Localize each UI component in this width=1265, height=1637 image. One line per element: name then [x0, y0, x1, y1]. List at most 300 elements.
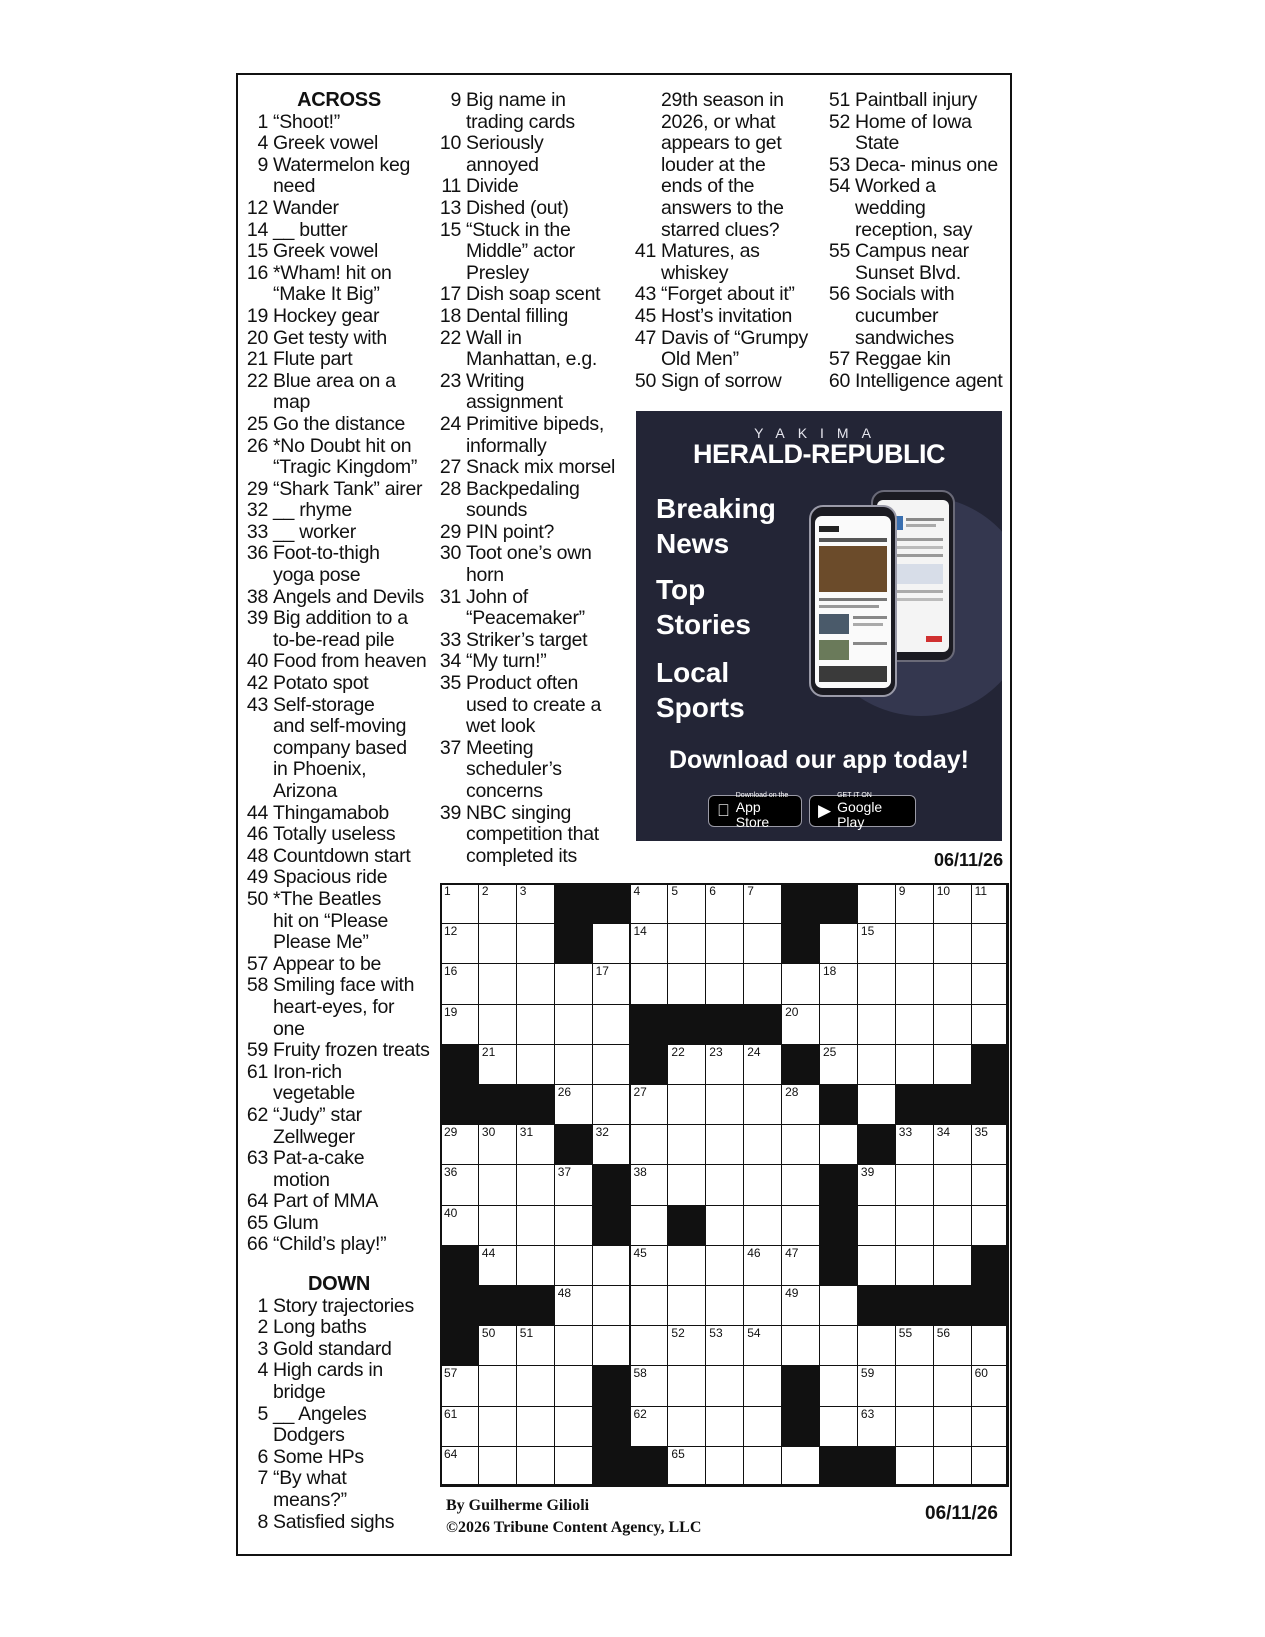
- grid-cell[interactable]: [630, 1164, 669, 1205]
- cell-number: 15: [860, 924, 875, 939]
- clue-continuation: 29th season in 2026, or what appears to get louder at the ends of the answers to the starred clues?: [661, 89, 784, 241]
- grid-block: [933, 1084, 972, 1125]
- ad-brand-logo: HERALD-REPUBLIC: [693, 439, 945, 469]
- grid-cell[interactable]: [895, 1365, 934, 1406]
- grid-cell[interactable]: [516, 1205, 555, 1246]
- grid-cell[interactable]: [857, 1365, 896, 1406]
- grid-block: [440, 1285, 479, 1326]
- grid-cell[interactable]: [592, 1124, 631, 1165]
- grid-cell[interactable]: [667, 1164, 706, 1205]
- grid-cell[interactable]: [478, 1325, 517, 1366]
- grid-cell[interactable]: [554, 1285, 593, 1326]
- grid-cell[interactable]: [440, 1406, 479, 1447]
- grid-cell[interactable]: [705, 883, 744, 924]
- grid-block: [971, 1245, 1010, 1286]
- grid-cell[interactable]: [971, 883, 1010, 924]
- grid-cell[interactable]: [630, 1084, 669, 1125]
- clue-text: Get testy with: [273, 326, 387, 349]
- grid-cell[interactable]: [516, 1004, 555, 1045]
- grid-cell[interactable]: [933, 883, 972, 924]
- cell-number: 2: [481, 884, 489, 898]
- grid-cell[interactable]: [554, 1164, 593, 1205]
- grid-cell[interactable]: [971, 1446, 1010, 1487]
- clue-number: 66: [246, 1233, 268, 1256]
- grid-cell[interactable]: [819, 963, 858, 1004]
- grid-cell[interactable]: [933, 1406, 972, 1447]
- grid-cell[interactable]: [667, 1245, 706, 1286]
- grid-block: [516, 1084, 555, 1125]
- grid-cell[interactable]: [857, 923, 896, 964]
- grid-cell[interactable]: [781, 963, 820, 1004]
- clue-number: 49: [246, 866, 268, 889]
- clue-text: __ rhyme: [273, 499, 352, 522]
- clue-text: Wander: [273, 196, 339, 219]
- grid-cell[interactable]: [781, 1124, 820, 1165]
- grid-cell[interactable]: [667, 1446, 706, 1487]
- grid-cell[interactable]: [592, 923, 631, 964]
- grid-cell[interactable]: [933, 1325, 972, 1366]
- grid-cell[interactable]: [478, 883, 517, 924]
- grid-cell[interactable]: [933, 963, 972, 1004]
- grid-cell[interactable]: [440, 923, 479, 964]
- clue-number: 48: [246, 844, 268, 867]
- clue-number: 11: [441, 175, 461, 198]
- clue-text: Totally useless: [273, 823, 396, 846]
- grid-cell[interactable]: [667, 1325, 706, 1366]
- grid-cell[interactable]: [781, 1084, 820, 1125]
- clue-column-2: [437, 90, 627, 867]
- grid-cell[interactable]: [781, 1285, 820, 1326]
- clue-number: 45: [634, 304, 656, 327]
- clue-number: 7: [257, 1467, 268, 1490]
- clue-text: Big name in trading cards: [466, 89, 575, 133]
- grid-cell[interactable]: [705, 1084, 744, 1125]
- clue-text: John of “Peacemaker”: [466, 585, 585, 630]
- grid-cell[interactable]: [895, 1205, 934, 1246]
- grid-cell[interactable]: [895, 1325, 934, 1366]
- grid-cell[interactable]: [516, 1446, 555, 1487]
- grid-cell[interactable]: [857, 1325, 896, 1366]
- google-play-label: Google Play: [837, 799, 883, 830]
- apple-icon: [717, 801, 730, 821]
- grid-cell[interactable]: [743, 963, 782, 1004]
- clue-text: Snack mix morsel: [466, 456, 616, 479]
- grid-cell[interactable]: [743, 1205, 782, 1246]
- grid-cell[interactable]: [743, 1044, 782, 1085]
- ad-brand-city: YAKIMA: [754, 425, 884, 441]
- clue-text: Hockey gear: [273, 304, 380, 327]
- google-play-small-label: GET IT ON: [837, 792, 872, 799]
- grid-cell[interactable]: [630, 1245, 669, 1286]
- clue-number: 1: [257, 1294, 268, 1317]
- grid-cell[interactable]: [819, 1325, 858, 1366]
- clue-number: 4: [257, 132, 268, 155]
- grid-cell[interactable]: [895, 1004, 934, 1045]
- grid-block: [478, 1285, 517, 1326]
- grid-cell[interactable]: [743, 1365, 782, 1406]
- clue-item: [246, 263, 432, 306]
- grid-cell[interactable]: [743, 923, 782, 964]
- grid-cell[interactable]: [440, 883, 479, 924]
- grid-cell[interactable]: [667, 923, 706, 964]
- clue-item: [246, 846, 432, 868]
- grid-cell[interactable]: [630, 923, 669, 964]
- grid-cell[interactable]: [516, 1245, 555, 1286]
- grid-cell[interactable]: [516, 1325, 555, 1366]
- clue-number: 54: [828, 175, 850, 198]
- grid-cell[interactable]: [743, 1285, 782, 1326]
- grid-cell[interactable]: [971, 923, 1010, 964]
- grid-cell[interactable]: [743, 1164, 782, 1205]
- grid-cell[interactable]: [933, 923, 972, 964]
- clue-text: Long baths: [273, 1316, 367, 1339]
- grid-cell[interactable]: [895, 1164, 934, 1205]
- cell-number: 32: [595, 1125, 609, 1140]
- grid-cell[interactable]: [516, 1365, 555, 1406]
- grid-cell[interactable]: [933, 1124, 972, 1165]
- grid-cell[interactable]: [478, 1406, 517, 1447]
- clue-text: Smiling face with heart-eyes, for one: [273, 974, 415, 1040]
- clue-item: [437, 803, 627, 868]
- cell-number: 12: [444, 924, 458, 939]
- clue-item: [826, 176, 1012, 241]
- grid-cell[interactable]: [440, 1365, 479, 1406]
- grid-cell[interactable]: [516, 1164, 555, 1205]
- grid-cell[interactable]: [781, 1245, 820, 1286]
- grid-cell[interactable]: [630, 1285, 669, 1326]
- grid-cell[interactable]: [781, 1164, 820, 1205]
- grid-cell[interactable]: [630, 1205, 669, 1246]
- grid-cell[interactable]: [819, 923, 858, 964]
- grid-cell[interactable]: [592, 1004, 631, 1045]
- grid-cell[interactable]: [554, 963, 593, 1004]
- grid-cell[interactable]: [705, 1285, 744, 1326]
- grid-cell[interactable]: [895, 923, 934, 964]
- grid-cell[interactable]: [667, 1084, 706, 1125]
- cell-number: 44: [481, 1245, 496, 1260]
- clue-text: Product often used to create a wet look: [466, 672, 602, 738]
- clue-item: [437, 414, 627, 457]
- grid-cell[interactable]: [895, 883, 934, 924]
- grid-cell[interactable]: [857, 1164, 896, 1205]
- grid-cell[interactable]: [819, 1124, 858, 1165]
- grid-cell[interactable]: [630, 1325, 669, 1366]
- clue-number: 32: [246, 499, 268, 522]
- grid-cell[interactable]: [554, 1084, 593, 1125]
- grid-cell[interactable]: [478, 1365, 517, 1406]
- grid-block: [819, 1164, 858, 1205]
- grid-cell[interactable]: [857, 1044, 896, 1085]
- clue-item: [437, 630, 627, 652]
- grid-cell[interactable]: [705, 1044, 744, 1085]
- cell-number: 60: [974, 1366, 988, 1381]
- grid-cell[interactable]: [971, 1164, 1010, 1205]
- grid-cell[interactable]: [667, 963, 706, 1004]
- grid-block: [781, 1044, 820, 1085]
- clue-text: Dish soap scent: [466, 283, 601, 306]
- grid-cell[interactable]: [705, 1124, 744, 1165]
- grid-cell[interactable]: [895, 1245, 934, 1286]
- grid-cell[interactable]: [933, 1044, 972, 1085]
- clue-item: [437, 522, 627, 544]
- grid-cell[interactable]: [857, 1205, 896, 1246]
- clue-number: 51: [828, 89, 850, 111]
- grid-cell[interactable]: [478, 963, 517, 1004]
- grid-cell[interactable]: [667, 1124, 706, 1165]
- clue-text: Gold standard: [273, 1337, 392, 1360]
- grid-cell[interactable]: [895, 963, 934, 1004]
- grid-cell[interactable]: [516, 883, 555, 924]
- clue-number: 10: [439, 132, 461, 155]
- grid-cell[interactable]: [630, 1406, 669, 1447]
- grid-cell[interactable]: [819, 1044, 858, 1085]
- grid-block: [440, 1084, 479, 1125]
- cell-number: 27: [633, 1085, 647, 1099]
- clue-text: Campus near Sunset Blvd.: [855, 240, 969, 284]
- clue-item: [437, 176, 627, 198]
- grid-cell[interactable]: [933, 1205, 972, 1246]
- grid-cell[interactable]: [667, 1044, 706, 1085]
- clue-text: Backpedaling sounds: [466, 477, 580, 522]
- clue-item: [437, 220, 627, 285]
- clue-number: 12: [246, 196, 268, 219]
- grid-cell[interactable]: [478, 1205, 517, 1246]
- grid-cell[interactable]: [554, 1245, 593, 1286]
- clue-item: [437, 479, 627, 522]
- clue-text: Reggae kin: [855, 348, 951, 371]
- clue-number: 3: [257, 1337, 268, 1360]
- grid-cell[interactable]: [592, 1044, 631, 1085]
- grid-cell[interactable]: [440, 1205, 479, 1246]
- grid-cell[interactable]: [554, 1446, 593, 1487]
- grid-cell[interactable]: [819, 1285, 858, 1326]
- grid-cell[interactable]: [630, 883, 669, 924]
- grid-cell[interactable]: [478, 1245, 517, 1286]
- clue-number: 60: [828, 369, 850, 392]
- grid-block: [819, 1245, 858, 1286]
- grid-cell[interactable]: [781, 1446, 820, 1487]
- grid-block: [630, 1446, 669, 1487]
- grid-cell[interactable]: [705, 1365, 744, 1406]
- grid-cell[interactable]: [781, 1205, 820, 1246]
- clue-number: 21: [246, 348, 268, 371]
- grid-cell[interactable]: [971, 1406, 1010, 1447]
- grid-cell[interactable]: [971, 1365, 1010, 1406]
- grid-cell[interactable]: [478, 1044, 517, 1085]
- grid-cell[interactable]: [743, 883, 782, 924]
- grid-cell[interactable]: [592, 1285, 631, 1326]
- clue-number: 13: [439, 196, 461, 219]
- clue-item: [437, 306, 627, 328]
- grid-cell[interactable]: [667, 1406, 706, 1447]
- grid-block: [592, 1446, 631, 1487]
- grid-cell[interactable]: [895, 1406, 934, 1447]
- grid-cell[interactable]: [933, 1004, 972, 1045]
- cell-number: 61: [444, 1406, 458, 1421]
- grid-cell[interactable]: [630, 963, 669, 1004]
- grid-cell[interactable]: [516, 1044, 555, 1085]
- grid-cell[interactable]: [895, 1446, 934, 1487]
- grid-cell[interactable]: [705, 1205, 744, 1246]
- grid-cell[interactable]: [971, 1325, 1010, 1366]
- grid-cell[interactable]: [933, 1365, 972, 1406]
- grid-cell[interactable]: [592, 1325, 631, 1366]
- clue-number: 58: [246, 974, 268, 997]
- clue-number: 14: [246, 218, 268, 241]
- grid-cell[interactable]: [592, 963, 631, 1004]
- app-store-button[interactable]: [708, 795, 802, 827]
- google-play-button[interactable]: [809, 792, 916, 830]
- grid-cell[interactable]: [554, 1365, 593, 1406]
- clue-text: Appear to be: [273, 952, 382, 975]
- grid-cell[interactable]: [440, 1004, 479, 1045]
- clue-number: 15: [246, 240, 268, 263]
- clue-item: [246, 306, 432, 328]
- grid-cell[interactable]: [554, 1004, 593, 1045]
- cell-number: 35: [974, 1125, 988, 1140]
- grid-cell[interactable]: [933, 1164, 972, 1205]
- clue-text: Matures, as whiskey: [661, 240, 760, 284]
- grid-cell[interactable]: [592, 1084, 631, 1125]
- clue-text: Satisfied sighs: [273, 1510, 395, 1533]
- across-clue-list: [246, 112, 432, 1256]
- grid-cell[interactable]: [705, 1325, 744, 1366]
- clue-number: 47: [634, 326, 656, 349]
- grid-cell[interactable]: [478, 1164, 517, 1205]
- grid-cell[interactable]: [857, 963, 896, 1004]
- clue-text: Intelligence agent: [855, 369, 1003, 392]
- grid-cell[interactable]: [743, 1446, 782, 1487]
- clue-number: 43: [634, 283, 656, 306]
- clue-number: 24: [439, 412, 461, 435]
- cell-number: 18: [823, 964, 837, 979]
- cell-number: 31: [519, 1125, 534, 1140]
- app-advertisement[interactable]: [636, 411, 1002, 841]
- grid-cell[interactable]: [478, 1004, 517, 1045]
- grid-cell[interactable]: [554, 1325, 593, 1366]
- clue-text: Fruity frozen treats: [273, 1039, 430, 1062]
- grid-cell[interactable]: [440, 1164, 479, 1205]
- clue-number: 34: [439, 650, 461, 673]
- grid-cell[interactable]: [743, 1245, 782, 1286]
- grid-cell[interactable]: [781, 1325, 820, 1366]
- grid-cell[interactable]: [478, 1446, 517, 1487]
- grid-cell[interactable]: [705, 923, 744, 964]
- grid-cell[interactable]: [478, 1124, 517, 1165]
- grid-cell[interactable]: [667, 883, 706, 924]
- grid-cell[interactable]: [516, 1124, 555, 1165]
- clue-text: __ butter: [273, 218, 348, 241]
- grid-cell[interactable]: [743, 1124, 782, 1165]
- clue-number: 25: [246, 412, 268, 435]
- clue-number: 9: [257, 153, 268, 176]
- clue-text: Thingamabob: [273, 801, 389, 824]
- grid-cell[interactable]: [630, 1124, 669, 1165]
- grid-cell[interactable]: [743, 1325, 782, 1366]
- clue-item: [826, 241, 1012, 284]
- grid-cell[interactable]: [857, 1084, 896, 1125]
- grid-cell[interactable]: [440, 963, 479, 1004]
- copyright: ©2026 Tribune Content Agency, LLC: [446, 1519, 702, 1536]
- grid-cell[interactable]: [743, 1084, 782, 1125]
- grid-cell[interactable]: [516, 923, 555, 964]
- clue-text: Deca- minus one: [855, 153, 998, 176]
- grid-cell[interactable]: [592, 1245, 631, 1286]
- grid-cell[interactable]: [895, 1124, 934, 1165]
- grid-cell[interactable]: [819, 1365, 858, 1406]
- cell-number: 16: [444, 964, 458, 979]
- cell-number: 54: [747, 1326, 761, 1341]
- grid-cell[interactable]: [933, 1446, 972, 1487]
- grid-cell[interactable]: [857, 883, 896, 924]
- clue-number: 55: [828, 240, 850, 263]
- clue-item: [437, 198, 627, 220]
- grid-cell[interactable]: [857, 1004, 896, 1045]
- grid-cell[interactable]: [819, 1406, 858, 1447]
- grid-cell[interactable]: [554, 1044, 593, 1085]
- grid-cell[interactable]: [857, 1406, 896, 1447]
- grid-cell[interactable]: [971, 963, 1010, 1004]
- grid-cell[interactable]: [554, 1406, 593, 1447]
- grid-cell[interactable]: [440, 1446, 479, 1487]
- grid-cell[interactable]: [630, 1365, 669, 1406]
- grid-cell[interactable]: [819, 1004, 858, 1045]
- grid-cell[interactable]: [667, 1365, 706, 1406]
- grid-block: [478, 1084, 517, 1125]
- grid-cell[interactable]: [971, 1124, 1010, 1165]
- cell-number: 14: [633, 924, 647, 939]
- grid-cell[interactable]: [478, 923, 517, 964]
- ad-feature-breaking-news: Breaking News: [656, 493, 776, 559]
- clue-text: Food from heaven: [273, 650, 427, 673]
- clue-text: Writing assignment: [466, 369, 563, 414]
- grid-cell[interactable]: [781, 1004, 820, 1045]
- clue-number: 23: [439, 369, 461, 392]
- grid-cell[interactable]: [516, 963, 555, 1004]
- grid-cell[interactable]: [971, 1004, 1010, 1045]
- grid-cell[interactable]: [440, 1124, 479, 1165]
- grid-cell[interactable]: [705, 963, 744, 1004]
- cell-number: 24: [747, 1044, 761, 1059]
- clue-text: Glum: [273, 1211, 319, 1234]
- grid-cell[interactable]: [971, 1205, 1010, 1246]
- grid-cell[interactable]: [933, 1245, 972, 1286]
- grid-cell[interactable]: [743, 1406, 782, 1447]
- clue-item: [246, 479, 432, 501]
- cell-number: 26: [557, 1085, 572, 1099]
- grid-cell[interactable]: [705, 1164, 744, 1205]
- grid-block: [592, 1406, 631, 1447]
- grid-block: [781, 923, 820, 964]
- cell-number: 40: [444, 1205, 458, 1220]
- cell-number: 6: [709, 884, 716, 898]
- grid-cell[interactable]: [705, 1446, 744, 1487]
- grid-cell[interactable]: [705, 1245, 744, 1286]
- grid-cell[interactable]: [516, 1406, 555, 1447]
- clue-number: 65: [246, 1211, 268, 1234]
- cell-number: 29: [444, 1125, 458, 1140]
- clue-text: *No Doubt hit on “Tragic Kingdom”: [273, 434, 418, 479]
- grid-cell[interactable]: [554, 1205, 593, 1246]
- grid-cell[interactable]: [895, 1044, 934, 1085]
- clue-item: [437, 371, 627, 414]
- cell-number: 52: [671, 1326, 685, 1341]
- clue-text: “Judy” star Zellweger: [273, 1103, 362, 1148]
- grid-cell[interactable]: [705, 1406, 744, 1447]
- clue-item: [246, 414, 432, 436]
- grid-cell[interactable]: [667, 1285, 706, 1326]
- grid-cell[interactable]: [857, 1245, 896, 1286]
